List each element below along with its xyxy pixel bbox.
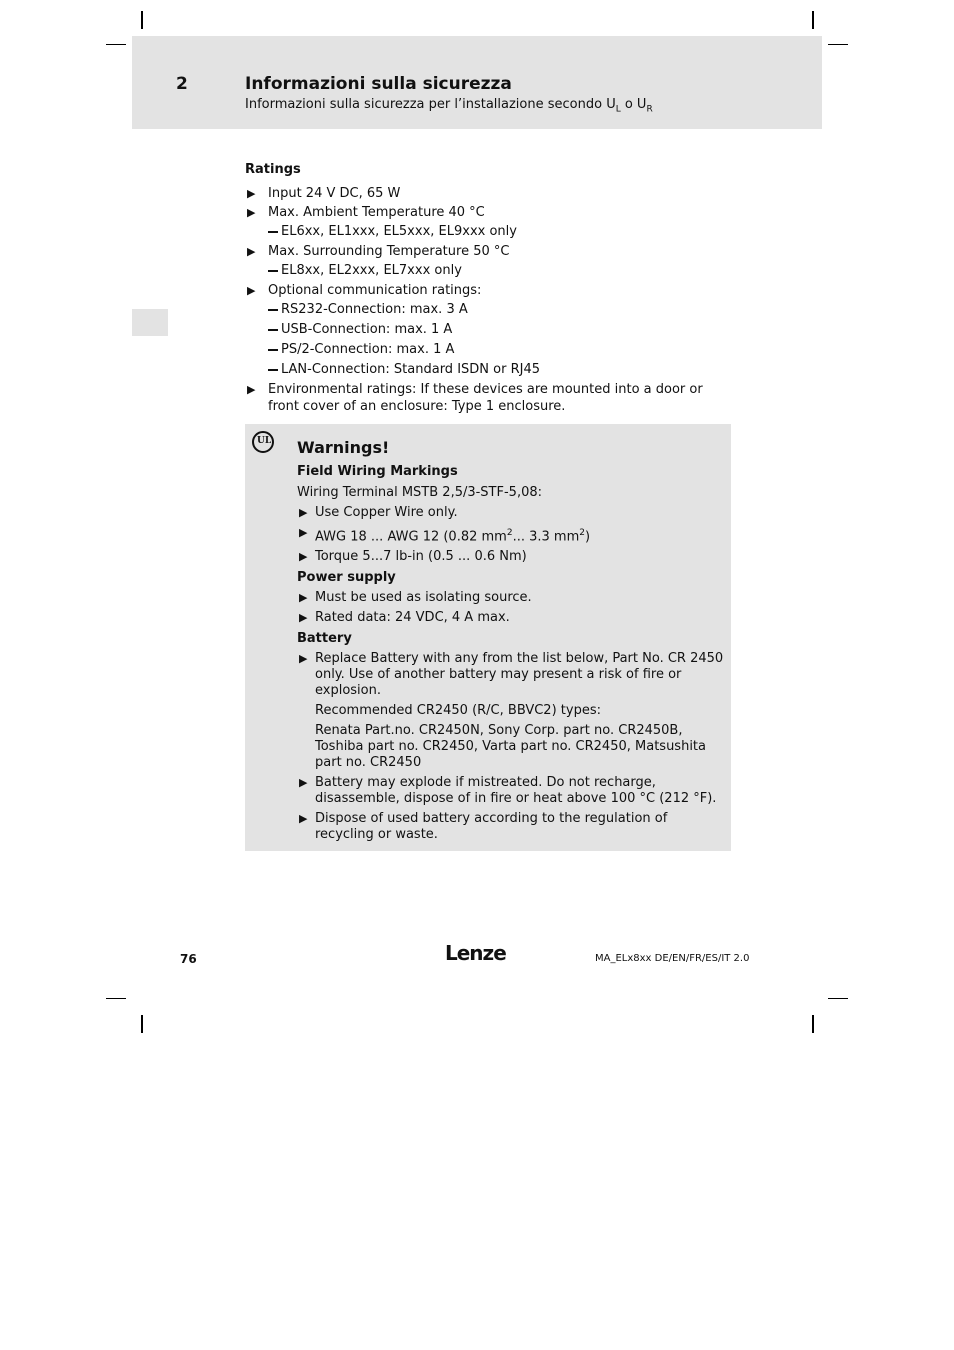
ratings-heading: Ratings [245,162,301,177]
crop-mark [141,11,143,29]
sub-list-item: PS/2-Connection: max. 1 A [245,341,735,358]
crop-mark [828,998,848,999]
battery-part-numbers-text: Renata Part.no. CR2450N, Sony Corp. part no. CR2450B, Toshiba part no. CR2450, Varta part no. CR2450, Matsushita part no. CR2450 [315,723,706,771]
dash-bullet-icon [268,309,278,311]
triangle-bullet-icon: ▶ [299,591,308,605]
warnings-title: Warnings! [297,438,390,457]
dash-bullet-icon [268,270,278,272]
sub-list-item: LAN-Connection: Standard ISDN or RJ45 [245,361,735,378]
list-item: ▶ Battery may explode if mistreated. Do not recharge, disassemble, dispose of in fire or heat above 100 °C (212 °F). [299,775,717,807]
triangle-bullet-icon: ▶ [247,284,256,297]
dash-bullet-icon [268,349,278,351]
list-item: ▶ Use Copper Wire only. [299,505,458,520]
page-number: 76 [180,952,197,966]
list-item: ▶ Torque 5...7 lb-in (0.5 ... 0.6 Nm) [299,549,527,565]
list-item: ▶ Rated data: 24 VDC, 4 A max. [299,610,510,626]
chapter-subtitle: Informazioni sulla sicurezza per l’installazione secondo $U_L$ o $U_R$ [245,97,653,115]
list-item: ▶ Dispose of used battery according to the regulation of recycling or waste. [299,811,668,843]
chapter-number: 2 [176,74,188,94]
crop-mark [106,998,126,999]
list-item: ▶ Must be used as isolating source. [299,590,532,606]
dash-bullet-icon [268,369,278,371]
triangle-bullet-icon: ▶ [247,245,256,258]
sub-list-item: USB-Connection: max. 1 A [245,321,735,338]
crop-mark [812,11,814,29]
list-item: ▶ AWG 18 ... AWG 12 (0.82 $mm^2$... 3.3 $mm^2$) [299,526,591,545]
triangle-bullet-icon: ▶ [299,652,308,666]
crop-mark [141,1015,143,1033]
crop-mark [828,44,848,45]
crop-mark [812,1015,814,1033]
power-supply-heading: Power supply [297,570,396,586]
battery-recommended-text: Recommended CR2450 (R/C, BBVC2) types: [315,703,601,719]
list-item: ▶ Max. Ambient Temperature 40 °C [247,205,485,220]
sub-list-item: EL6xx, EL1xxx, EL5xxx, EL9xxx only [245,223,735,240]
sub-list-item: EL8xx, EL2xxx, EL7xxx only [245,262,735,279]
triangle-bullet-icon: ▶ [299,506,308,519]
triangle-bullet-icon: ▶ [299,611,308,625]
triangle-bullet-icon: ▶ [299,526,308,539]
ratings-section [245,161,735,417]
list-item: ▶ Optional communication ratings: [247,283,482,298]
warnings-box [245,424,731,851]
lenze-logo: Lenze [445,941,506,965]
dash-bullet-icon [268,329,278,331]
warnings-content [297,438,725,847]
chapter-side-tab [132,309,168,336]
sub-list-item: RS232-Connection: max. 3 A [245,301,735,318]
crop-mark [106,44,126,45]
field-wiring-heading: Field Wiring Markings [297,464,458,479]
chapter-title: Informazioni sulla sicurezza [245,74,512,94]
triangle-bullet-icon: ▶ [247,383,256,396]
triangle-bullet-icon: ▶ [299,776,308,790]
list-item: ▶ Max. Surrounding Temperature 50 °C [247,244,510,259]
triangle-bullet-icon: ▶ [247,187,256,200]
list-item: ▶ Environmental ratings: If these devices are mounted into a door or front cover of an enclosure: Type 1 enclosure. [247,382,703,414]
triangle-bullet-icon: ▶ [299,812,308,826]
wiring-terminal-text: Wiring Terminal MSTB 2,5/3-STF-5,08: [297,485,542,500]
triangle-bullet-icon: ▶ [247,206,256,219]
battery-heading: Battery [297,631,352,647]
dash-bullet-icon [268,231,278,233]
list-item: ▶ Replace Battery with any from the list below, Part No. CR 2450 only. Use of another battery may present a risk of fire or explosion. [299,651,724,699]
ul-certification-icon: UL [252,431,274,453]
triangle-bullet-icon: ▶ [299,550,308,564]
document-reference: MA_ELx8xx DE/EN/FR/ES/IT 2.0 [595,953,750,964]
list-item: ▶ Input 24 V DC, 65 W [247,186,401,201]
